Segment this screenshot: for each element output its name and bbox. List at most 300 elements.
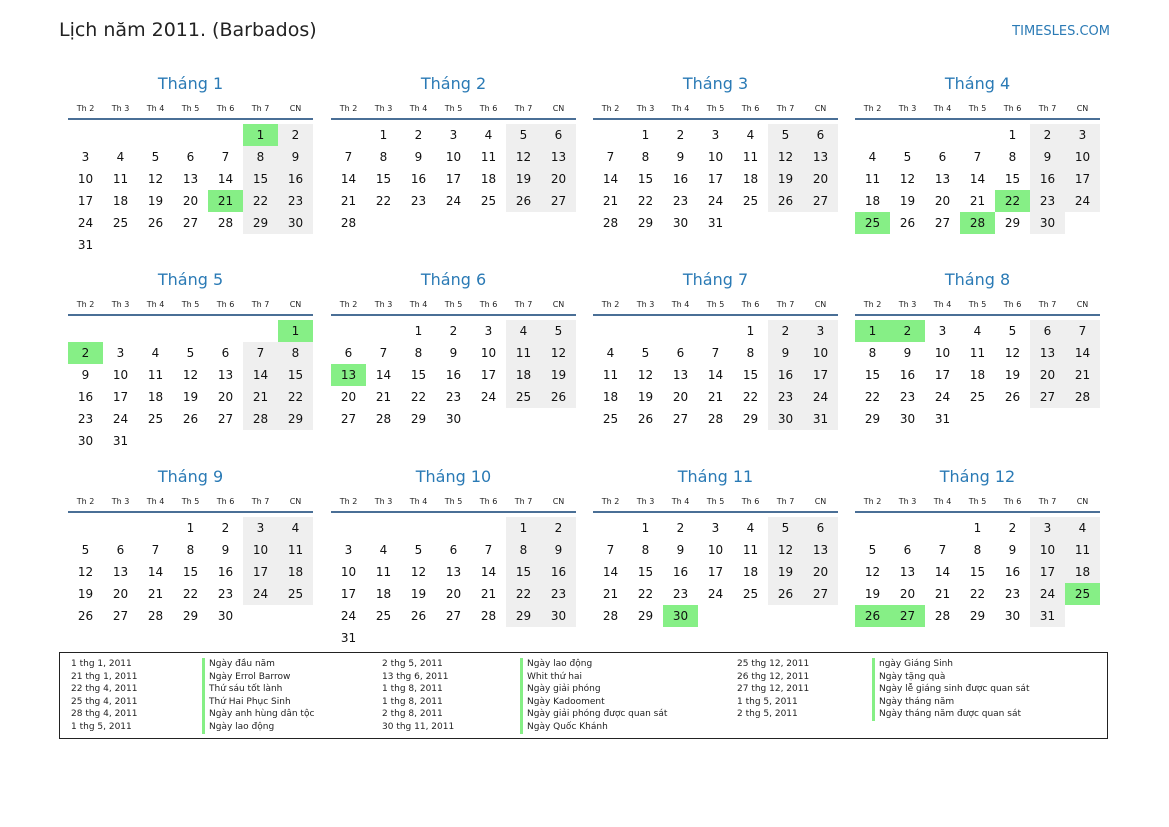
- day-cell: 23: [1030, 190, 1065, 212]
- day-cell: 18: [147, 390, 164, 404]
- day-cell: 1: [1008, 128, 1017, 142]
- day-cell: 11: [278, 539, 313, 561]
- legend-date-column: [737, 658, 809, 721]
- day-cell: 13: [182, 172, 199, 186]
- legend-holiday-name: Ngày Kadooment: [520, 696, 667, 709]
- holiday-day-cell: 28: [960, 212, 995, 234]
- day-cell: 6: [541, 124, 576, 146]
- day-cell: 10: [707, 150, 724, 164]
- day-cell: 20: [340, 390, 357, 404]
- day-cell: 22: [506, 583, 541, 605]
- day-cell: 7: [938, 543, 947, 557]
- day-cell: 3: [803, 320, 838, 342]
- legend-date: 26 thg 12, 2011: [737, 671, 810, 682]
- day-cell: 23: [672, 587, 689, 601]
- legend-name-column: [202, 658, 314, 734]
- weekday-label: Th 7: [251, 104, 270, 113]
- day-cell: 4: [973, 324, 982, 338]
- day-cell: 25: [742, 194, 759, 208]
- day-cell: 22: [410, 390, 427, 404]
- day-cell: 6: [344, 346, 353, 360]
- day-cell: 28: [480, 609, 497, 623]
- day-cell: 26: [1004, 390, 1021, 404]
- day-cell: 13: [899, 565, 916, 579]
- day-cell: 10: [480, 346, 497, 360]
- day-cell: 19: [864, 587, 881, 601]
- day-cell: 22: [864, 390, 881, 404]
- weekday-label: Th 7: [776, 497, 795, 506]
- day-cell: 6: [221, 346, 230, 360]
- day-cell: 12: [1004, 346, 1021, 360]
- month-divider: [68, 118, 313, 120]
- weekday-label: Th 3: [374, 497, 393, 506]
- site-link[interactable]: TIMESLES.COM: [1012, 24, 1110, 39]
- day-cell: 14: [602, 172, 619, 186]
- day-cell: 5: [641, 346, 650, 360]
- day-cell: 29: [278, 408, 313, 430]
- day-cell: 19: [77, 587, 94, 601]
- holiday-day-cell: 21: [208, 190, 243, 212]
- weekday-label: Th 3: [374, 104, 393, 113]
- day-cell: 1: [186, 521, 195, 535]
- day-cell: 18: [1065, 561, 1100, 583]
- day-cell: 7: [606, 150, 615, 164]
- day-cell: 11: [602, 368, 619, 382]
- day-cell: 12: [506, 146, 541, 168]
- day-cell: 27: [340, 412, 357, 426]
- weekday-label: Th 3: [111, 104, 130, 113]
- day-cell: 15: [742, 368, 759, 382]
- day-cell: 14: [934, 565, 951, 579]
- weekday-label: CN: [814, 104, 827, 113]
- day-cell: 20: [672, 390, 689, 404]
- day-cell: 16: [217, 565, 234, 579]
- day-cell: 29: [969, 609, 986, 623]
- day-cell: 21: [340, 194, 357, 208]
- day-cell: 10: [934, 346, 951, 360]
- weekday-label: Th 2: [76, 300, 95, 309]
- day-cell: 2: [768, 320, 803, 342]
- day-cell: 25: [969, 390, 986, 404]
- weekday-label: Th 4: [671, 104, 690, 113]
- day-cell: 26: [768, 190, 803, 212]
- day-cell: 18: [112, 194, 129, 208]
- day-cell: 12: [147, 172, 164, 186]
- day-cell: 3: [344, 543, 353, 557]
- day-cell: 2: [221, 521, 230, 535]
- day-cell: 21: [602, 194, 619, 208]
- day-cell: 27: [803, 583, 838, 605]
- day-cell: 1: [379, 128, 388, 142]
- holiday-day-cell: 13: [331, 364, 366, 386]
- weekday-label: Th 3: [898, 497, 917, 506]
- day-cell: 5: [414, 543, 423, 557]
- day-cell: 6: [803, 517, 838, 539]
- weekday-label: Th 2: [76, 104, 95, 113]
- day-cell: 10: [1030, 539, 1065, 561]
- day-cell: 2: [449, 324, 458, 338]
- day-cell: 25: [112, 216, 129, 230]
- weekday-label: Th 2: [863, 300, 882, 309]
- day-cell: 4: [151, 346, 160, 360]
- holiday-day-cell: 30: [663, 605, 698, 627]
- day-cell: 31: [112, 434, 129, 448]
- legend-date: 2 thg 5, 2011: [382, 659, 443, 669]
- day-cell: 3: [711, 128, 720, 142]
- day-cell: 21: [602, 587, 619, 601]
- weekday-label: CN: [814, 300, 827, 309]
- weekday-label: Th 2: [863, 104, 882, 113]
- day-cell: 20: [803, 168, 838, 190]
- day-cell: 11: [506, 342, 541, 364]
- day-cell: 17: [480, 368, 497, 382]
- day-cell: 1: [506, 517, 541, 539]
- day-cell: 4: [506, 320, 541, 342]
- day-cell: 31: [707, 216, 724, 230]
- day-cell: 5: [903, 150, 912, 164]
- day-cell: 2: [278, 124, 313, 146]
- weekday-label: CN: [814, 497, 827, 506]
- weekday-label: Th 5: [706, 497, 725, 506]
- weekday-label: Th 6: [479, 497, 498, 506]
- day-cell: 17: [77, 194, 94, 208]
- weekday-label: Th 5: [444, 300, 463, 309]
- day-cell: 5: [541, 320, 576, 342]
- day-cell: 24: [243, 583, 278, 605]
- weekday-label: Th 6: [1003, 300, 1022, 309]
- legend-holiday-name: Ngày Quốc Khánh: [520, 721, 667, 734]
- day-cell: 21: [147, 587, 164, 601]
- day-cell: 16: [899, 368, 916, 382]
- weekday-label: Th 5: [706, 300, 725, 309]
- day-cell: 30: [672, 216, 689, 230]
- day-cell: 29: [864, 412, 881, 426]
- day-cell: 11: [742, 543, 759, 557]
- day-cell: 27: [182, 216, 199, 230]
- day-cell: 8: [1008, 150, 1017, 164]
- legend-holiday-name: Thứ Hai Phục Sinh: [202, 696, 314, 709]
- day-cell: 26: [182, 412, 199, 426]
- day-cell: 30: [445, 412, 462, 426]
- legend-date: 1 thg 8, 2011: [382, 684, 443, 695]
- day-cell: 28: [375, 412, 392, 426]
- legend-date: 25 thg 12, 2011: [737, 659, 810, 669]
- day-cell: 15: [506, 561, 541, 583]
- day-cell: 23: [445, 390, 462, 404]
- weekday-label: Th 2: [339, 300, 358, 309]
- legend-date: 25 thg 4, 2011: [71, 696, 138, 707]
- day-cell: 10: [77, 172, 94, 186]
- day-cell: 11: [1065, 539, 1100, 561]
- day-cell: 1: [414, 324, 423, 338]
- day-cell: 11: [375, 565, 392, 579]
- weekday-label: CN: [1076, 104, 1089, 113]
- day-cell: 13: [934, 172, 951, 186]
- day-cell: 27: [541, 190, 576, 212]
- day-cell: 23: [1004, 587, 1021, 601]
- day-cell: 25: [742, 587, 759, 601]
- day-cell: 8: [379, 150, 388, 164]
- weekday-label: Th 7: [251, 497, 270, 506]
- legend-date-column: [71, 658, 137, 734]
- day-cell: 7: [606, 543, 615, 557]
- weekday-label: Th 2: [601, 497, 620, 506]
- holiday-day-cell: 1: [278, 320, 313, 342]
- weekday-label: Th 4: [409, 104, 428, 113]
- day-cell: 24: [112, 412, 129, 426]
- day-cell: 15: [1004, 172, 1021, 186]
- day-cell: 14: [602, 565, 619, 579]
- day-cell: 19: [182, 390, 199, 404]
- month-divider: [593, 511, 838, 513]
- day-cell: 31: [934, 412, 951, 426]
- day-cell: 5: [186, 346, 195, 360]
- day-cell: 12: [899, 172, 916, 186]
- weekday-label: CN: [552, 104, 565, 113]
- day-cell: 26: [637, 412, 654, 426]
- day-cell: 20: [182, 194, 199, 208]
- legend-holiday-name: Ngày lao động: [520, 658, 667, 671]
- day-cell: 17: [803, 364, 838, 386]
- day-cell: 22: [742, 390, 759, 404]
- weekday-label: CN: [1076, 300, 1089, 309]
- day-cell: 18: [506, 364, 541, 386]
- day-cell: 24: [934, 390, 951, 404]
- legend-date: 13 thg 6, 2011: [382, 671, 449, 682]
- day-cell: 2: [1030, 124, 1065, 146]
- day-cell: 22: [637, 587, 654, 601]
- day-cell: 5: [1008, 324, 1017, 338]
- day-cell: 13: [803, 539, 838, 561]
- month-divider: [331, 118, 576, 120]
- legend-date: 1 thg 8, 2011: [382, 696, 443, 707]
- weekday-label: Th 4: [671, 300, 690, 309]
- day-cell: 20: [541, 168, 576, 190]
- day-cell: 6: [803, 124, 838, 146]
- day-cell: 3: [1030, 517, 1065, 539]
- holiday-day-cell: 26: [855, 605, 890, 627]
- month-divider: [331, 511, 576, 513]
- day-cell: 23: [672, 194, 689, 208]
- day-cell: 12: [768, 146, 803, 168]
- day-cell: 22: [182, 587, 199, 601]
- day-cell: 30: [768, 408, 803, 430]
- weekday-label: Th 6: [741, 104, 760, 113]
- page-title: Lịch năm 2011. (Barbados): [59, 19, 317, 41]
- day-cell: 21: [375, 390, 392, 404]
- day-cell: 16: [672, 172, 689, 186]
- day-cell: 26: [77, 609, 94, 623]
- weekday-label: CN: [1076, 497, 1089, 506]
- day-cell: 7: [243, 342, 278, 364]
- legend-date: 22 thg 4, 2011: [71, 684, 138, 695]
- month-name: Tháng 9: [157, 467, 224, 486]
- day-cell: 9: [81, 368, 90, 382]
- day-cell: 21: [480, 587, 497, 601]
- day-cell: 11: [480, 150, 497, 164]
- day-cell: 26: [768, 583, 803, 605]
- day-cell: 24: [480, 390, 497, 404]
- day-cell: 21: [243, 386, 278, 408]
- weekday-label: Th 6: [479, 300, 498, 309]
- legend-holiday-name: Ngày tháng năm được quan sát: [872, 708, 1029, 721]
- day-cell: 12: [410, 565, 427, 579]
- day-cell: 23: [541, 583, 576, 605]
- day-cell: 18: [969, 368, 986, 382]
- day-cell: 29: [410, 412, 427, 426]
- weekday-label: CN: [552, 497, 565, 506]
- day-cell: 15: [969, 565, 986, 579]
- weekday-label: CN: [289, 497, 302, 506]
- weekday-label: Th 3: [898, 104, 917, 113]
- day-cell: 31: [77, 238, 94, 252]
- day-cell: 9: [676, 543, 685, 557]
- day-cell: 23: [899, 390, 916, 404]
- day-cell: 8: [186, 543, 195, 557]
- weekday-label: CN: [289, 300, 302, 309]
- day-cell: 30: [899, 412, 916, 426]
- day-cell: 21: [1065, 364, 1100, 386]
- day-cell: 23: [410, 194, 427, 208]
- day-cell: 18: [742, 172, 759, 186]
- day-cell: 1: [641, 521, 650, 535]
- day-cell: 5: [506, 124, 541, 146]
- day-cell: 20: [803, 561, 838, 583]
- day-cell: 5: [768, 124, 803, 146]
- day-cell: 6: [938, 150, 947, 164]
- day-cell: 7: [344, 150, 353, 164]
- month-divider: [593, 314, 838, 316]
- day-cell: 18: [375, 587, 392, 601]
- day-cell: 14: [340, 172, 357, 186]
- weekday-label: Th 6: [1003, 497, 1022, 506]
- weekday-label: Th 2: [601, 104, 620, 113]
- weekday-label: Th 7: [1038, 300, 1057, 309]
- day-cell: 5: [151, 150, 160, 164]
- day-cell: 1: [973, 521, 982, 535]
- day-cell: 28: [602, 609, 619, 623]
- month-name: Tháng 11: [677, 467, 754, 486]
- day-cell: 11: [147, 368, 164, 382]
- legend-date: 1 thg 5, 2011: [737, 696, 798, 707]
- day-cell: 3: [484, 324, 493, 338]
- weekday-label: CN: [289, 104, 302, 113]
- day-cell: 15: [243, 168, 278, 190]
- day-cell: 4: [278, 517, 313, 539]
- day-cell: 6: [676, 346, 685, 360]
- month-divider: [855, 118, 1100, 120]
- day-cell: 18: [278, 561, 313, 583]
- day-cell: 8: [414, 346, 423, 360]
- day-cell: 19: [1004, 368, 1021, 382]
- day-cell: 16: [77, 390, 94, 404]
- day-cell: 10: [445, 150, 462, 164]
- weekday-label: Th 7: [1038, 497, 1057, 506]
- weekday-label: Th 5: [181, 104, 200, 113]
- day-cell: 17: [1065, 168, 1100, 190]
- month-name: Tháng 1: [157, 74, 224, 93]
- month-divider: [331, 314, 576, 316]
- day-cell: 25: [480, 194, 497, 208]
- weekday-label: Th 4: [933, 497, 952, 506]
- day-cell: 16: [1004, 565, 1021, 579]
- month-name: Tháng 12: [939, 467, 1016, 486]
- day-cell: 14: [217, 172, 234, 186]
- holiday-day-cell: 2: [68, 342, 103, 364]
- weekday-label: Th 7: [251, 300, 270, 309]
- day-cell: 15: [864, 368, 881, 382]
- day-cell: 9: [541, 539, 576, 561]
- holiday-day-cell: 1: [243, 124, 278, 146]
- day-cell: 30: [1030, 212, 1065, 234]
- weekday-label: Th 5: [968, 104, 987, 113]
- legend-date: 1 thg 1, 2011: [71, 659, 132, 669]
- day-cell: 27: [934, 216, 951, 230]
- day-cell: 12: [182, 368, 199, 382]
- day-cell: 9: [449, 346, 458, 360]
- day-cell: 13: [217, 368, 234, 382]
- day-cell: 13: [112, 565, 129, 579]
- day-cell: 3: [116, 346, 125, 360]
- weekday-label: Th 4: [146, 497, 165, 506]
- day-cell: 27: [445, 609, 462, 623]
- day-cell: 19: [506, 168, 541, 190]
- day-cell: 11: [864, 172, 881, 186]
- weekday-label: Th 3: [111, 300, 130, 309]
- day-cell: 10: [243, 539, 278, 561]
- holiday-day-cell: 22: [995, 190, 1030, 212]
- legend-holiday-name: ngày Giáng Sinh: [872, 658, 1029, 671]
- day-cell: 7: [1065, 320, 1100, 342]
- day-cell: 10: [803, 342, 838, 364]
- weekday-label: Th 3: [374, 300, 393, 309]
- day-cell: 27: [112, 609, 129, 623]
- day-cell: 12: [541, 342, 576, 364]
- day-cell: 28: [934, 609, 951, 623]
- month-name: Tháng 8: [944, 270, 1011, 289]
- weekday-label: Th 4: [146, 104, 165, 113]
- day-cell: 10: [707, 543, 724, 557]
- weekday-label: Th 6: [741, 497, 760, 506]
- legend-holiday-name: Ngày giải phóng được quan sát: [520, 708, 667, 721]
- day-cell: 19: [768, 561, 803, 583]
- day-cell: 17: [707, 565, 724, 579]
- weekday-label: Th 4: [671, 497, 690, 506]
- month-name: Tháng 10: [415, 467, 492, 486]
- day-cell: 27: [803, 190, 838, 212]
- day-cell: 11: [969, 346, 986, 360]
- weekday-label: Th 3: [636, 300, 655, 309]
- day-cell: 14: [1065, 342, 1100, 364]
- day-cell: 5: [868, 543, 877, 557]
- day-cell: 21: [707, 390, 724, 404]
- day-cell: 12: [637, 368, 654, 382]
- day-cell: 30: [278, 212, 313, 234]
- day-cell: 21: [934, 587, 951, 601]
- month-name: Tháng 7: [682, 270, 749, 289]
- weekday-label: Th 5: [181, 497, 200, 506]
- legend-holiday-name: Ngày Errol Barrow: [202, 671, 314, 684]
- holiday-day-cell: 25: [855, 212, 890, 234]
- legend-holiday-name: Whit thứ hai: [520, 671, 667, 684]
- day-cell: 16: [445, 368, 462, 382]
- day-cell: 7: [711, 346, 720, 360]
- weekday-label: Th 2: [339, 104, 358, 113]
- day-cell: 13: [445, 565, 462, 579]
- weekday-label: Th 5: [444, 104, 463, 113]
- day-cell: 16: [410, 172, 427, 186]
- day-cell: 10: [112, 368, 129, 382]
